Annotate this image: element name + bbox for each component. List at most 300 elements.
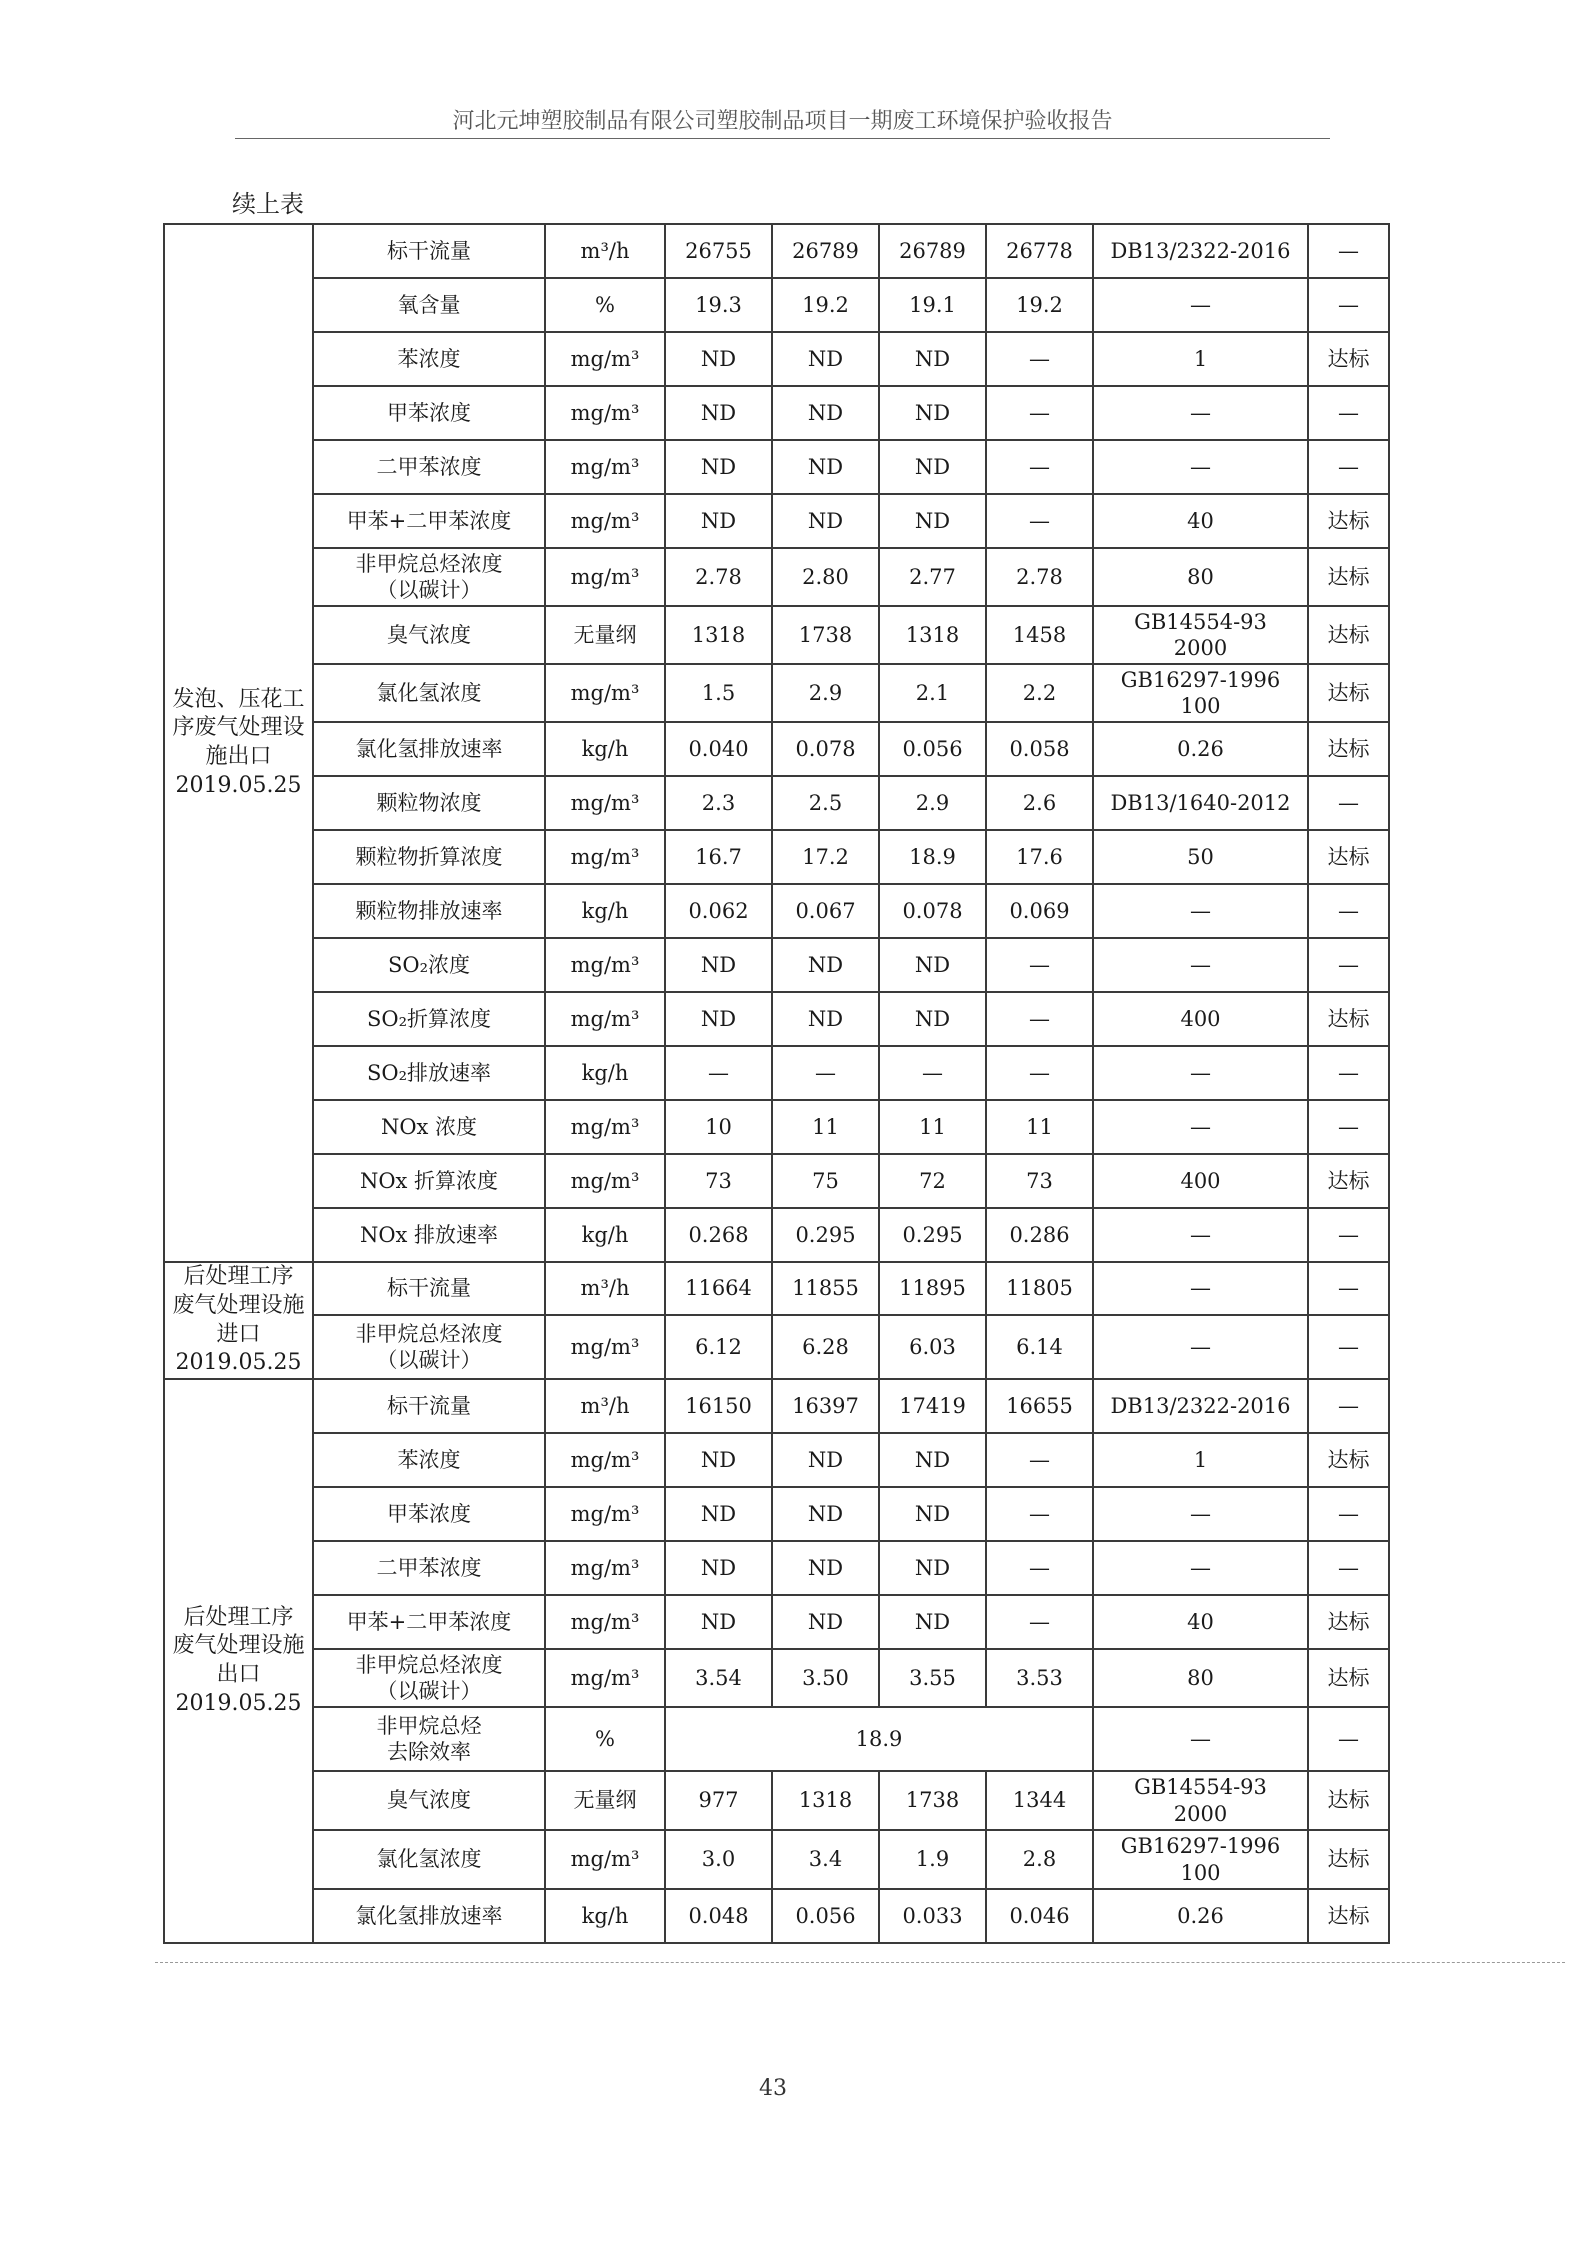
table-row (164, 776, 1389, 830)
page-bottom-rule (155, 1962, 1565, 1963)
result-cell-text: — (1338, 292, 1359, 317)
sampling-point-label-line: 2019.05.25 (175, 1690, 302, 1716)
value-1-cell (665, 1487, 772, 1541)
table-row (164, 1433, 1389, 1487)
unit-cell-text: m³/h (580, 1393, 630, 1418)
average-cell-text: 11 (1026, 1114, 1053, 1139)
average-cell-text: 11805 (1006, 1276, 1073, 1301)
result-cell (1308, 494, 1389, 548)
value-1-cell (665, 1154, 772, 1208)
table-row (164, 992, 1389, 1046)
value-2-cell (772, 494, 879, 548)
sampling-point-label (164, 1379, 313, 1943)
unit-cell-text: mg/m³ (570, 1555, 640, 1580)
table-row (164, 494, 1389, 548)
table-row (164, 224, 1389, 278)
standard-cell (1093, 1649, 1308, 1707)
value-1-cell-text: ND (700, 1609, 737, 1634)
value-1-cell-text: 16.7 (695, 844, 742, 869)
value-3-cell (879, 1889, 986, 1943)
parameter-cell-text: 标干流量 (387, 1276, 471, 1301)
average-cell (986, 1830, 1093, 1889)
value-1-cell-text: 1.5 (701, 680, 736, 705)
standard-cell-text: — (1190, 898, 1211, 923)
value-2-cell-text: ND (807, 346, 844, 371)
parameter-cell-text: 氯化氢排放速率 (355, 736, 503, 761)
value-3-cell-text: 11895 (899, 1276, 966, 1301)
value-3-cell-text: 2.9 (915, 790, 950, 815)
unit-cell (545, 884, 665, 938)
standard-cell-text: DB13/2322-2016 (1110, 1393, 1291, 1418)
result-cell-text: — (1338, 898, 1359, 923)
standard-cell (1093, 332, 1308, 386)
unit-cell-text: 无量纲 (573, 622, 637, 647)
unit-cell (545, 1315, 665, 1379)
value-2-cell-text: 0.067 (795, 898, 856, 923)
parameter-cell-text: SO₂排放速率 (366, 1060, 492, 1085)
value-2-cell (772, 1154, 879, 1208)
value-2-cell (772, 1889, 879, 1943)
average-cell-text: — (1029, 346, 1050, 371)
standard-cell (1093, 722, 1308, 776)
value-2-cell (772, 1208, 879, 1262)
value-1-cell (665, 440, 772, 494)
parameter-cell-text-line2: （以碳计） (376, 1348, 482, 1372)
unit-cell (545, 278, 665, 332)
value-2-cell-text: ND (807, 1447, 844, 1472)
value-1-cell (665, 938, 772, 992)
value-3-cell-text: ND (914, 1555, 951, 1580)
parameter-cell-text: 苯浓度 (397, 346, 461, 371)
standard-cell-text: 0.26 (1177, 736, 1224, 761)
result-cell-text: — (1338, 238, 1359, 263)
value-2-cell-text: ND (807, 454, 844, 479)
table-row (164, 1208, 1389, 1262)
value-1-cell (665, 1433, 772, 1487)
value-3-cell (879, 440, 986, 494)
result-cell (1308, 664, 1389, 722)
average-cell (986, 1315, 1093, 1379)
table-row (164, 1541, 1389, 1595)
unit-cell (545, 1100, 665, 1154)
parameter-cell-text: 标干流量 (387, 238, 471, 263)
average-cell (986, 776, 1093, 830)
value-1-cell-text: ND (700, 1447, 737, 1472)
average-cell-text: — (1029, 1609, 1050, 1634)
unit-cell (545, 386, 665, 440)
average-cell (986, 1262, 1093, 1315)
average-cell-text: — (1029, 508, 1050, 533)
value-1-cell-text: 0.268 (688, 1222, 749, 1247)
sampling-point-label-line: 废气处理设施 (172, 1633, 305, 1659)
parameter-cell (313, 386, 545, 440)
value-2-cell-text: 6.28 (802, 1334, 849, 1359)
average-cell (986, 440, 1093, 494)
value-1-cell-text: 3.54 (695, 1665, 742, 1690)
table-row (164, 884, 1389, 938)
result-cell-text: 达标 (1327, 1903, 1370, 1928)
unit-cell-text: mg/m³ (570, 1006, 640, 1031)
value-1-cell (665, 1315, 772, 1379)
value-3-cell (879, 332, 986, 386)
value-1-cell (665, 1541, 772, 1595)
value-3-cell-text: 1318 (905, 622, 960, 647)
table-row (164, 1046, 1389, 1100)
value-2-cell (772, 278, 879, 332)
table-row (164, 722, 1389, 776)
value-2-cell (772, 1379, 879, 1433)
result-cell-text: — (1338, 952, 1359, 977)
parameter-cell (313, 1046, 545, 1100)
unit-cell-text: 无量纲 (573, 1788, 637, 1813)
value-1-cell (665, 884, 772, 938)
result-cell-text: — (1338, 1334, 1359, 1359)
parameter-cell (313, 606, 545, 664)
average-cell-text: 16655 (1006, 1393, 1073, 1418)
parameter-cell (313, 1208, 545, 1262)
standard-cell-text: — (1190, 1555, 1211, 1580)
value-2-cell (772, 992, 879, 1046)
value-2-cell (772, 1100, 879, 1154)
parameter-cell (313, 494, 545, 548)
result-cell (1308, 548, 1389, 606)
average-cell (986, 386, 1093, 440)
result-cell (1308, 1889, 1389, 1943)
value-3-cell-text: 0.033 (902, 1903, 963, 1928)
value-1-cell-text: 16150 (685, 1393, 752, 1418)
value-2-cell (772, 1595, 879, 1649)
value-2-cell-text: 11 (812, 1114, 839, 1139)
sampling-point-label-line: 2019.05.25 (175, 1350, 302, 1376)
value-2-cell-text: ND (807, 1501, 844, 1526)
average-cell-text: 17.6 (1016, 844, 1063, 869)
sampling-point-label-line: 废气处理设施 (172, 1292, 305, 1318)
result-cell (1308, 1208, 1389, 1262)
value-1-cell (665, 332, 772, 386)
value-2-cell (772, 830, 879, 884)
value-3-cell-text: 2.77 (909, 564, 956, 589)
parameter-cell-text: 颗粒物排放速率 (355, 898, 503, 923)
result-cell-text: 达标 (1327, 1609, 1370, 1634)
parameter-cell (313, 1433, 545, 1487)
parameter-cell-text: 氯化氢排放速率 (355, 1903, 503, 1928)
value-3-cell (879, 830, 986, 884)
unit-cell-text: mg/m³ (570, 400, 640, 425)
unit-cell-text: m³/h (580, 238, 630, 263)
table-row (164, 278, 1389, 332)
value-1-cell-text: ND (700, 952, 737, 977)
value-3-cell-text: ND (914, 454, 951, 479)
unit-cell-text: mg/m³ (570, 952, 640, 977)
table-row (164, 332, 1389, 386)
average-cell (986, 548, 1093, 606)
average-cell-text: 26778 (1006, 238, 1073, 263)
parameter-cell-text: 氧含量 (397, 292, 461, 317)
value-2-cell-text: 16397 (792, 1393, 859, 1418)
standard-cell-text: — (1190, 454, 1211, 479)
standard-cell (1093, 224, 1308, 278)
unit-cell-text: kg/h (581, 898, 629, 923)
standard-cell-text: 50 (1187, 844, 1214, 869)
unit-cell (545, 776, 665, 830)
average-cell-text: — (1029, 1060, 1050, 1085)
value-3-cell (879, 992, 986, 1046)
parameter-cell (313, 1262, 545, 1315)
unit-cell-text: kg/h (581, 736, 629, 761)
result-cell (1308, 830, 1389, 884)
value-2-cell (772, 1433, 879, 1487)
table-row (164, 1649, 1389, 1707)
value-3-cell (879, 1379, 986, 1433)
result-cell (1308, 1707, 1389, 1771)
value-1-cell-text: 11664 (685, 1276, 752, 1301)
result-cell-text: 达标 (1327, 736, 1370, 761)
parameter-cell (313, 1649, 545, 1707)
value-3-cell (879, 606, 986, 664)
parameter-cell (313, 1315, 545, 1379)
value-1-cell (665, 548, 772, 606)
table-row (164, 1379, 1389, 1433)
value-3-cell-text: ND (914, 508, 951, 533)
value-3-cell-text: ND (914, 400, 951, 425)
sampling-point-label-line: 进口 (216, 1321, 261, 1347)
sampling-point-label-line: 后处理工序 (183, 1604, 294, 1630)
standard-cell-text: 400 (1180, 1168, 1221, 1193)
value-3-cell (879, 722, 986, 776)
standard-cell-text-line2: 100 (1180, 694, 1221, 718)
value-3-cell (879, 548, 986, 606)
value-3-cell-text: ND (914, 952, 951, 977)
standard-cell (1093, 1379, 1308, 1433)
value-2-cell (772, 776, 879, 830)
parameter-cell (313, 332, 545, 386)
value-3-cell-text: 6.03 (909, 1334, 956, 1359)
unit-cell (545, 224, 665, 278)
average-cell-text: 2.8 (1022, 1847, 1057, 1872)
average-cell (986, 992, 1093, 1046)
merged-value-cell (665, 1707, 1093, 1771)
value-1-cell (665, 1208, 772, 1262)
unit-cell (545, 494, 665, 548)
standard-cell-text: 0.26 (1177, 1903, 1224, 1928)
value-1-cell-text: ND (700, 346, 737, 371)
table-row (164, 440, 1389, 494)
parameter-cell (313, 1487, 545, 1541)
unit-cell (545, 440, 665, 494)
result-cell (1308, 1771, 1389, 1830)
result-cell-text: — (1338, 1276, 1359, 1301)
parameter-cell (313, 224, 545, 278)
value-3-cell-text: 0.078 (902, 898, 963, 923)
value-2-cell-text: 1738 (798, 622, 853, 647)
value-2-cell (772, 1315, 879, 1379)
value-1-cell-text: ND (700, 1006, 737, 1031)
average-cell (986, 1487, 1093, 1541)
value-1-cell (665, 1830, 772, 1889)
value-2-cell (772, 332, 879, 386)
parameter-cell (313, 664, 545, 722)
parameter-cell (313, 1379, 545, 1433)
value-2-cell-text: ND (807, 1609, 844, 1634)
parameter-cell-text: 甲苯+二甲苯浓度 (346, 508, 512, 533)
unit-cell (545, 830, 665, 884)
table-row (164, 1707, 1389, 1771)
unit-cell-text: mg/m³ (570, 1334, 640, 1359)
value-1-cell (665, 494, 772, 548)
parameter-cell (313, 1830, 545, 1889)
result-cell (1308, 278, 1389, 332)
value-2-cell-text: 11855 (792, 1276, 859, 1301)
value-3-cell (879, 1154, 986, 1208)
value-1-cell-text: 73 (705, 1168, 732, 1193)
value-3-cell (879, 1830, 986, 1889)
parameter-cell-text-line2: （以碳计） (376, 1679, 482, 1703)
result-cell-text: 达标 (1327, 622, 1370, 647)
value-2-cell (772, 1046, 879, 1100)
average-cell-text: — (1029, 952, 1050, 977)
result-cell (1308, 992, 1389, 1046)
result-cell (1308, 1433, 1389, 1487)
value-1-cell (665, 1379, 772, 1433)
average-cell (986, 830, 1093, 884)
standard-cell-text: GB14554-93 (1134, 1775, 1267, 1800)
result-cell-text: 达标 (1327, 508, 1370, 533)
unit-cell-text: % (595, 1726, 615, 1751)
standard-cell (1093, 1154, 1308, 1208)
value-1-cell-text: 2.3 (701, 790, 736, 815)
value-2-cell-text: — (815, 1060, 836, 1085)
value-2-cell (772, 884, 879, 938)
unit-cell (545, 992, 665, 1046)
unit-cell (545, 1707, 665, 1771)
table-row (164, 1830, 1389, 1889)
value-3-cell-text: 17419 (899, 1393, 966, 1418)
standard-cell-text: — (1190, 1222, 1211, 1247)
standard-cell-text: — (1190, 400, 1211, 425)
unit-cell-text: mg/m³ (570, 790, 640, 815)
unit-cell-text: mg/m³ (570, 454, 640, 479)
value-2-cell (772, 1649, 879, 1707)
parameter-cell (313, 1595, 545, 1649)
value-2-cell (772, 224, 879, 278)
value-3-cell-text: ND (914, 1006, 951, 1031)
result-cell (1308, 606, 1389, 664)
average-cell-text: 19.2 (1016, 292, 1063, 317)
value-3-cell-text: 0.295 (902, 1222, 963, 1247)
value-2-cell-text: 2.80 (802, 564, 849, 589)
value-2-cell (772, 1830, 879, 1889)
value-3-cell-text: 72 (919, 1168, 946, 1193)
parameter-cell (313, 1154, 545, 1208)
value-2-cell-text: ND (807, 1006, 844, 1031)
value-3-cell (879, 1487, 986, 1541)
parameter-cell-text: NOx 排放速率 (359, 1222, 499, 1247)
value-3-cell-text: 1738 (905, 1788, 960, 1813)
average-cell-text: 1458 (1012, 622, 1067, 647)
average-cell (986, 1595, 1093, 1649)
standard-cell-text: 40 (1187, 1609, 1214, 1634)
average-cell-text: — (1029, 454, 1050, 479)
parameter-cell (313, 830, 545, 884)
sampling-point-label-line: 2019.05.25 (175, 772, 302, 798)
average-cell-text: 3.53 (1016, 1665, 1063, 1690)
standard-cell-text: 1 (1193, 1447, 1208, 1472)
standard-cell (1093, 1315, 1308, 1379)
result-cell (1308, 1100, 1389, 1154)
value-1-cell (665, 386, 772, 440)
value-2-cell-text: 2.9 (808, 680, 843, 705)
value-2-cell (772, 440, 879, 494)
parameter-cell (313, 1541, 545, 1595)
value-2-cell-text: 17.2 (802, 844, 849, 869)
value-3-cell (879, 1315, 986, 1379)
unit-cell-text: mg/m³ (570, 844, 640, 869)
standard-cell (1093, 1707, 1308, 1771)
sampling-point-label (164, 224, 313, 1262)
value-3-cell (879, 1541, 986, 1595)
standard-cell (1093, 884, 1308, 938)
result-cell (1308, 884, 1389, 938)
unit-cell (545, 1379, 665, 1433)
unit-cell (545, 1649, 665, 1707)
value-1-cell (665, 1262, 772, 1315)
value-3-cell (879, 1262, 986, 1315)
parameter-cell (313, 722, 545, 776)
result-cell (1308, 1262, 1389, 1315)
average-cell (986, 1541, 1093, 1595)
value-1-cell-text: 0.062 (688, 898, 749, 923)
table-row (164, 1889, 1389, 1943)
unit-cell-text: kg/h (581, 1222, 629, 1247)
value-3-cell (879, 1100, 986, 1154)
standard-cell (1093, 830, 1308, 884)
value-2-cell (772, 664, 879, 722)
unit-cell-text: mg/m³ (570, 1609, 640, 1634)
unit-cell (545, 548, 665, 606)
parameter-cell-text: 臭气浓度 (387, 622, 471, 647)
table-row (164, 830, 1389, 884)
average-cell (986, 884, 1093, 938)
value-3-cell (879, 1595, 986, 1649)
average-cell (986, 278, 1093, 332)
unit-cell-text: kg/h (581, 1903, 629, 1928)
parameter-cell-text: 二甲苯浓度 (376, 454, 482, 479)
average-cell (986, 1433, 1093, 1487)
standard-cell (1093, 1262, 1308, 1315)
average-cell-text: 1344 (1012, 1788, 1067, 1813)
result-cell (1308, 440, 1389, 494)
unit-cell-text: mg/m³ (570, 564, 640, 589)
average-cell (986, 664, 1093, 722)
value-3-cell-text: 18.9 (909, 844, 956, 869)
average-cell (986, 1649, 1093, 1707)
standard-cell-text: — (1190, 1501, 1211, 1526)
parameter-cell-text: 非甲烷总烃 (376, 1713, 482, 1738)
unit-cell-text: mg/m³ (570, 1847, 640, 1872)
parameter-cell (313, 992, 545, 1046)
average-cell-text: 6.14 (1016, 1334, 1063, 1359)
value-1-cell (665, 224, 772, 278)
value-2-cell-text: ND (807, 400, 844, 425)
merged-value-cell-text: 18.9 (855, 1726, 903, 1751)
unit-cell (545, 1046, 665, 1100)
unit-cell (545, 1541, 665, 1595)
unit-cell-text: mg/m³ (570, 1168, 640, 1193)
value-3-cell (879, 1771, 986, 1830)
unit-cell (545, 1154, 665, 1208)
table-body (164, 224, 1389, 1943)
parameter-cell (313, 278, 545, 332)
